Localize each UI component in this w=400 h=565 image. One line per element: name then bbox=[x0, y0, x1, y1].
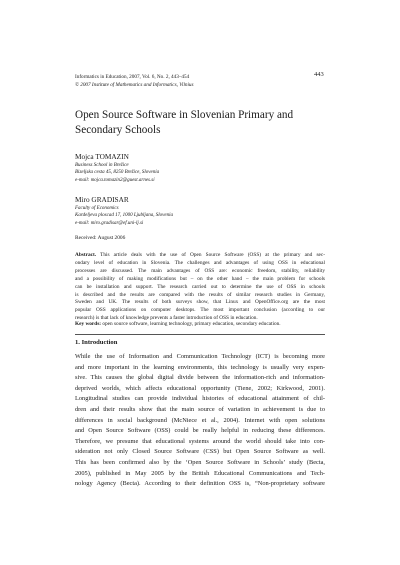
journal-citation: Informatics in Education, 2007, Vol. 6, No. 2, 443–454 bbox=[75, 74, 190, 80]
keywords-text: open source software, learning technology, primary education, secondary education. bbox=[102, 321, 281, 327]
author-name: Miro GRADISAR bbox=[75, 195, 129, 204]
abstract-line: Abstract. This article deals with the use of Open Source Software (OSS) at the primary and sec- bbox=[75, 252, 325, 258]
body-line: 2005), published in May 2005 by the British Educational Communications and Tech- bbox=[75, 469, 325, 477]
author-affiliation-line: Business School in Brežice bbox=[75, 163, 129, 168]
received-date: Received: August 2006 bbox=[75, 235, 126, 241]
body-line: sive. This causes the global digital divide between the information-rich and information- bbox=[75, 374, 325, 382]
author-name: Mojca TOMAZIN bbox=[75, 152, 129, 161]
body-line: This has been confirmed also by the ‘Open Source Software in Schools’ study (Becta, bbox=[75, 458, 325, 466]
paper-title bbox=[75, 108, 325, 138]
body-line: and Open Source Software (OSS) could be really helpful in reducing these differences. bbox=[75, 427, 325, 435]
abstract bbox=[75, 252, 325, 323]
abstract-line: can be installation and support. The research carried out to determine the use of OSS in schools bbox=[75, 283, 325, 290]
body-line: Therefore, we presume that educational systems around the world should take into con- bbox=[75, 437, 325, 445]
body-line: and more important in the learning environments, this technology is usually very expen- bbox=[75, 363, 325, 371]
journal-header bbox=[75, 73, 321, 89]
body-line: deprived worlds, which affects educational opportunity (Tiene, 2002; Kirkwood, 2001). bbox=[75, 384, 325, 392]
author-affiliation-line: Bizeljska cesta 45, 8250 Brežice, Slovenia bbox=[75, 170, 160, 176]
abstract-line: processes are discussed. The main advantages of OSS are: economic freedom, stability, reliability bbox=[75, 267, 325, 274]
author-email: e-mail: miro.gradisar@ef.uni-lj.si bbox=[75, 220, 144, 226]
author-email: e-mail: mojca.tomazin2@guest.arnes.si bbox=[75, 177, 155, 183]
abstract-line: is described and the results are compared with the results of similar research studies in Germany, bbox=[75, 291, 325, 298]
body-line: nology Agency (Becta). According to their definition OSS is, “Non-proprietary software bbox=[75, 480, 325, 488]
copyright-line: © 2007 Institute of Mathematics and Informatics, Vilnius bbox=[75, 82, 194, 88]
body-line: Longitudinal studies can provide individual histories of educational attainment of chil- bbox=[75, 395, 325, 403]
abstract-line: research) is that lack of knowledge prevents a faster introduction of OSS in education. bbox=[75, 315, 258, 322]
author-block bbox=[75, 152, 325, 184]
body-text bbox=[75, 352, 325, 490]
body-line: sideration not only Closed Source Software (CSS) but Open Source Software as well. bbox=[75, 448, 325, 456]
title-line: Secondary Schools bbox=[75, 124, 161, 136]
section-heading: 1. Introduction bbox=[75, 339, 118, 346]
body-line: dren and their results show that the main source of variation in achievement is due to bbox=[75, 405, 325, 413]
author-affiliation-line: Faculty of Economics bbox=[75, 206, 119, 211]
abstract-label: Abstract. bbox=[75, 252, 97, 258]
keywords bbox=[75, 321, 325, 327]
title-line: Open Source Software in Slovenian Primary and bbox=[75, 109, 294, 121]
abstract-line: Sweden and UK. The results of both surveys show, that Linux and OpenOffice.org are the most bbox=[75, 299, 325, 306]
body-line: differences in social background (McNiece et al., 2004). Internet with open solutions bbox=[75, 416, 325, 424]
keywords-label: Key words: bbox=[75, 321, 102, 327]
author-affiliation-line: Kardeljeva ploscad 17, 1000 Ljubljana, Slovenia bbox=[75, 213, 174, 219]
abstract-line: and a possibility of making modifications but – on the other hand – the main problem for schools bbox=[75, 275, 325, 282]
page-number: 443 bbox=[314, 71, 324, 78]
divider bbox=[75, 334, 325, 335]
author-block bbox=[75, 195, 325, 227]
abstract-line: popular OSS applications on computer desktops. The most important conclusion (according to our bbox=[75, 307, 325, 314]
abstract-line: ondary level of education in Slovenia. The challenges and advantages of using OSS in educational bbox=[75, 259, 325, 266]
body-line: While the use of Information and Communication Technology (ICT) is becoming more bbox=[75, 353, 325, 360]
